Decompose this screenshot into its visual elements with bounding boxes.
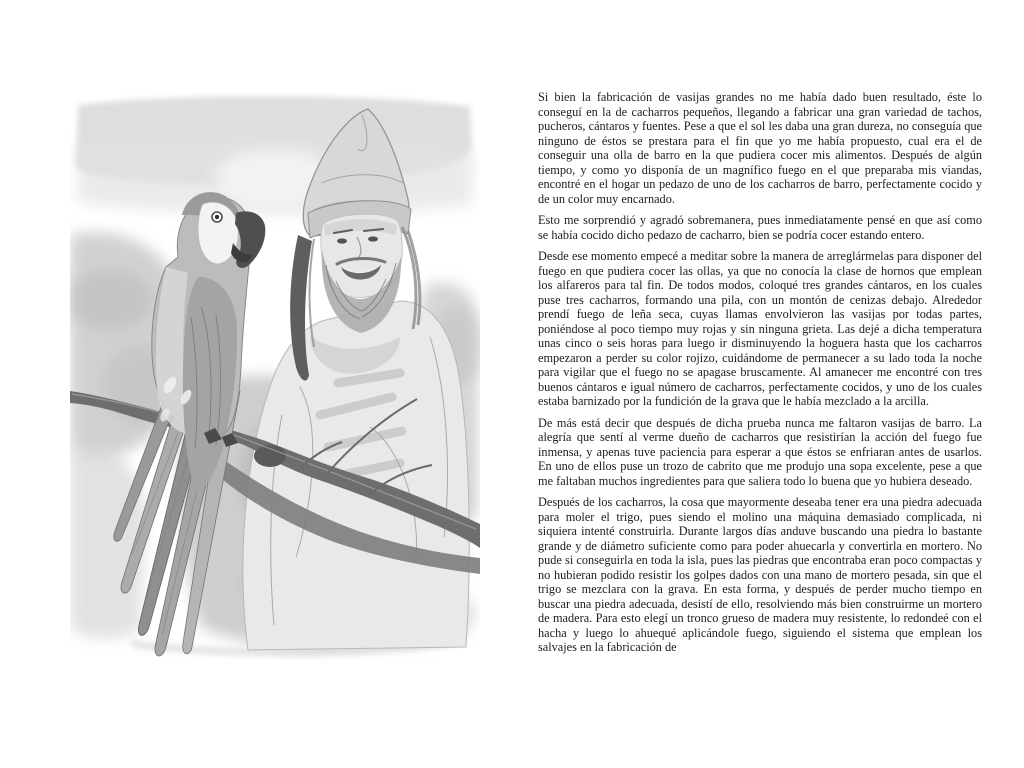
illustration-crusoe-and-parrot (70, 85, 480, 672)
paragraph: De más está decir que después de dicha prueba nunca me faltaron vasijas de barro. La alegría que sentí al verme dueño de cacharros que resistirían la acción del fuego fue inmensa, y apenas tuve paciencia para esperar a que éstos se enfriaran antes de usarlos. En uno de ellos puse un trozo de cabrito que me produjo una sopa excelente, pese a que me faltaban muchos ingredientes para que saliera todo lo buena que yo hubiera deseado. (538, 415, 982, 488)
paragraph: Desde ese momento empecé a meditar sobre la manera de arreglármelas para disponer del fuego en que pudiera cocer las ollas, ya que no conocía la clase de hornos que emplean los alfareros para tal fin. De todos modos, coloqué tres grandes cántaros, en los cuales puse tres cacharros, formando una pila, con un montón de cenizas debajo. Alrededor prendí fuego de leña seca, cuyas llamas envolvieron las vasijas por todas partes, poniéndose al poco tiempo muy rojas y sin ninguna grieta. Las dejé a dicha temperatura unas cinco o seis horas para luego ir disminuyendo la hoguera hasta que los cacharros empezaron a perder su color rojizo, cuidándome de permanecer a su lado toda la noche para vigilar que el fuego no se apagase bruscamente. Al amanecer me encontré con tres buenos cántaros e igual número de cacharros, perfectamente cocidos, y uno de los cuales estaba barnizado por la fundición de la grava que le había mezclado a la arcilla. (538, 249, 982, 408)
paragraph: Después de los cacharros, la cosa que mayormente deseaba tener era una piedra adecuada para moler el trigo, pues siendo el molino una máquina demasiado complicada, ni siquiera intenté construirla. Durante largos días anduve buscando una piedra lo bastante grande y de diámetro suficiente como para poder ahuecarla y convertirla en mortero. No pude si conseguirla en toda la isla, pues las piedras que encontraba eran poco compactas y no hubieran podido resistir los golpes dados con una mano de mortero pesada, sin que el trigo se mezclara con la grava. En esta forma, y después de perder mucho tiempo en buscar una piedra adecuada, desistí de ello, resolviendo más bien construirme un mortero de madera. Para esto elegí un tronco grueso de madera muy resistente, lo redondeé con el hacha y luego lo ahuequé aplicándole fuego, siguiendo el sistema que emplean los salvajes en la fabricación de (538, 495, 982, 654)
page-text-column (538, 90, 982, 662)
paragraph: Si bien la fabricación de vasijas grandes no me había dado buen resultado, éste lo conseguí en la de cacharros pequeños, llegando a fabricar una gran variedad de tachos, pucheros, cántaros y fuentes. Pese a que el sol les daba una gran dureza, no conseguía que ninguno de éstos se prestara para el fin que yo me había propuesto, cual era el de conseguir una olla de barro en la que pudiera cocer mis alimentos. Después de algún tiempo, y como yo disponía de un magnífico fuego en el que preparaba mis viandas, encontré en el hogar un pedazo de uno de los cacharros de barro, perfectamente cocido y de un color muy encarnado. (538, 90, 982, 206)
illustration-svg (70, 85, 480, 672)
paragraph: Esto me sorprendió y agradó sobremanera, pues inmediatamente pensé en que así como se había cocido dicho pedazo de cacharro, bien se podría cocer estando entero. (538, 213, 982, 242)
